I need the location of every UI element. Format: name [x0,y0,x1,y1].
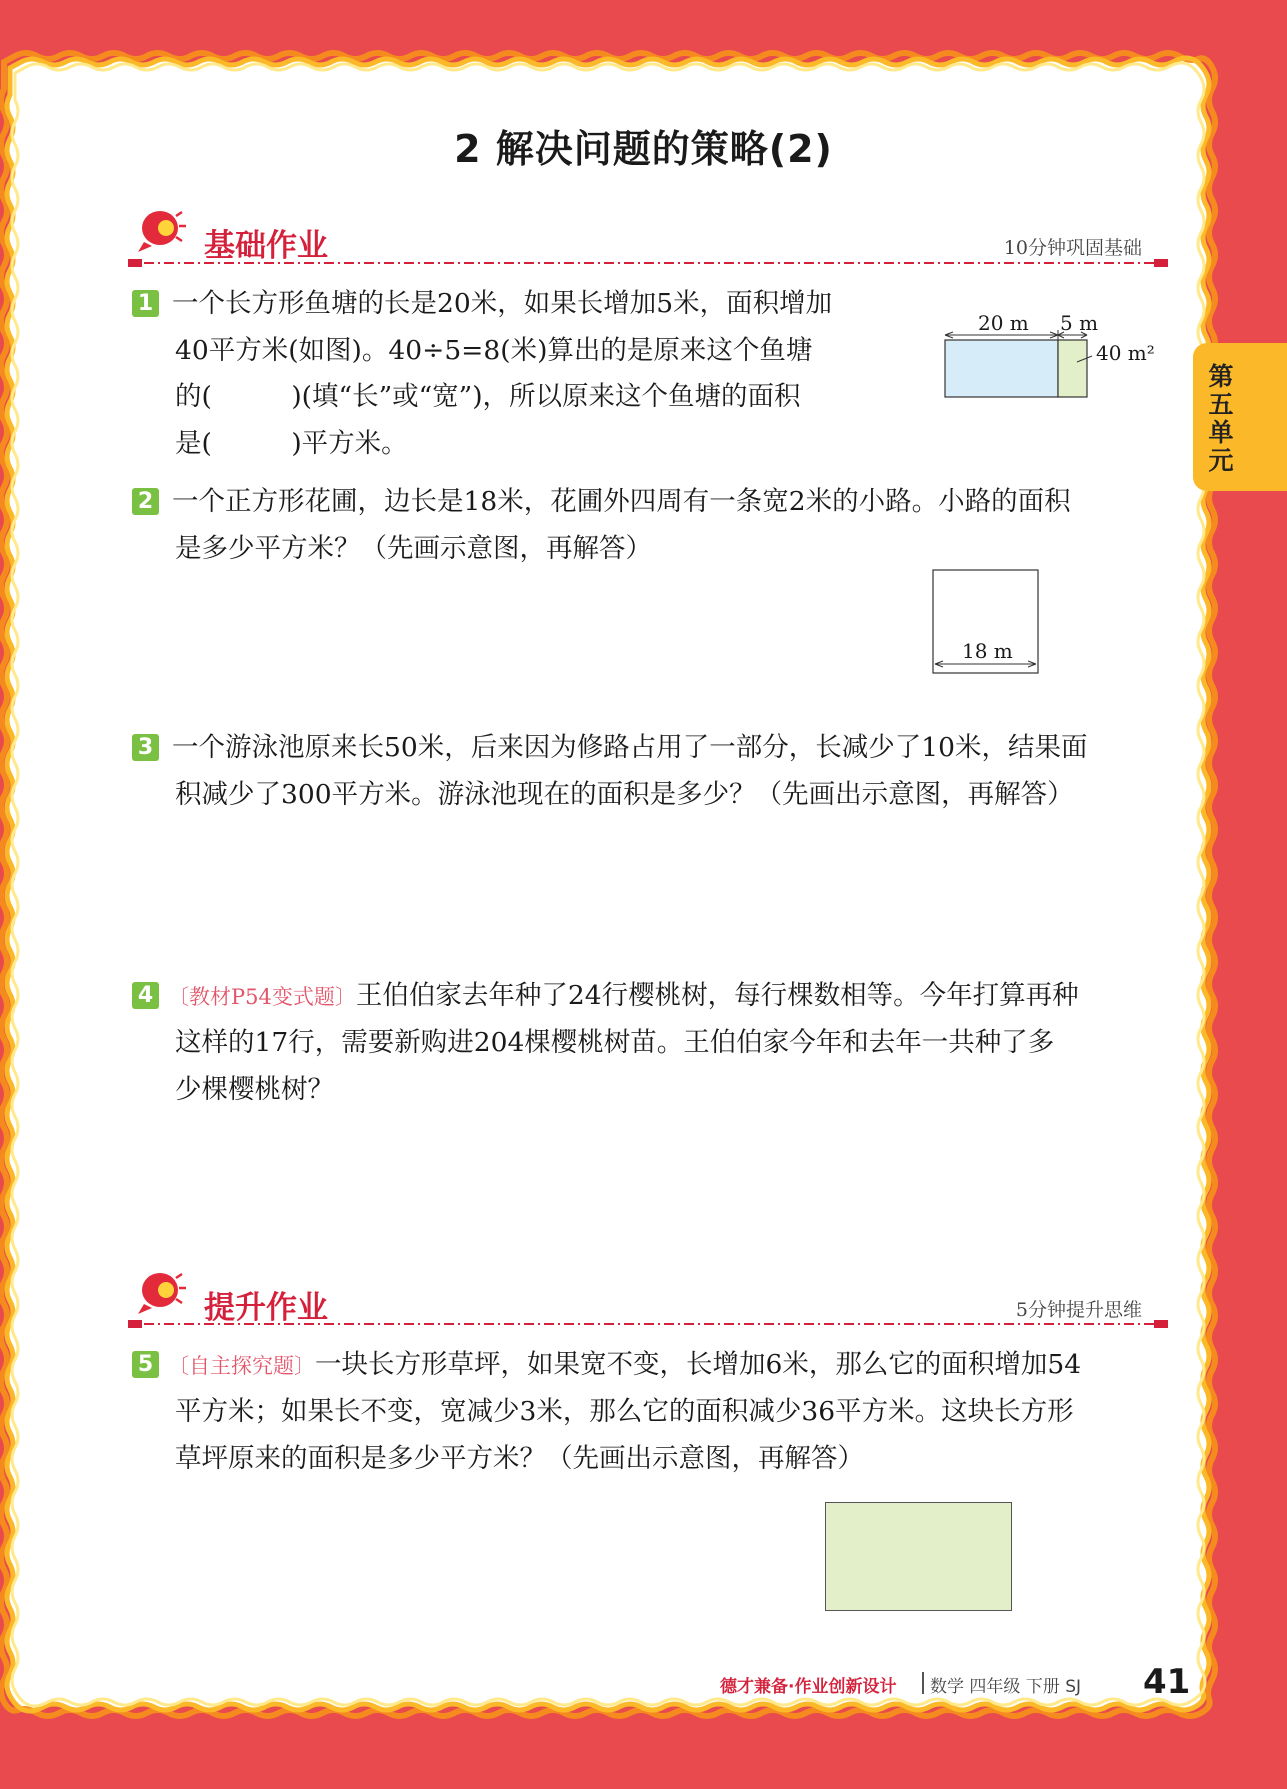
question-text-line: 这样的17行，需要新购进204棵樱桃树苗。王伯伯家今年和去年一共种了多 [175,1027,1055,1058]
question-text-line: 积减少了300平方米。游泳池现在的面积是多少？（先画出示意图，再解答） [175,779,1074,810]
section-basic-title: 基础作业 [204,228,328,264]
pond-figure [930,304,1160,404]
lightbulb-icon [130,206,188,258]
footer-separator [922,1672,924,1694]
question-text-line: 是( )平方米。 [175,428,408,459]
question-number: 3 [132,734,159,761]
question-text: 一块长方形草坪，如果宽不变，长增加6米，那么它的面积增加54 [315,1349,1082,1380]
question-tag: 〔教材P54变式题〕 [168,985,356,1009]
question-text-line: 一个正方形花圃，边长是18米，花圃外四周有一条宽2米的小路。小路的面积 [172,486,1071,517]
section-basic-subtitle: 10分钟巩固基础 [1003,237,1142,259]
question-tag: 〔自主探究题〕 [168,1354,315,1378]
question-text-line: 是多少平方米？（先画示意图，再解答） [175,533,652,564]
flowerbed-figure [930,566,1042,678]
section-advanced-title: 提升作业 [204,1290,328,1326]
question-number: 2 [132,488,159,515]
question-number: 5 [132,1351,159,1378]
question-text-line [168,980,1079,1011]
question-number: 1 [132,290,159,317]
footer-meta: 数学 四年级 下册 SJ [930,1677,1082,1697]
pond-length-label: 20 m [978,311,1029,335]
lightbulb-icon [130,1268,188,1320]
question-text-line: 40平方米(如图)。40÷5=8(米)算出的是原来这个鱼塘 [175,335,813,366]
question-number: 4 [132,982,159,1009]
unit-tab-label: 第五单元 [1208,362,1234,475]
question-text-line: 少棵樱桃树？ [175,1074,334,1105]
footer-brand: 德才兼备·作业创新设计 [720,1677,897,1697]
pond-area-label: 40 m² [1096,341,1155,365]
question-text-line [168,1349,1082,1380]
question-text-line: 草坪原来的面积是多少平方米？（先画出示意图，再解答） [175,1443,864,1474]
page-title: 2 解决问题的策略(2) [454,127,833,171]
question-text-line: 平方米；如果长不变，宽减少3米，那么它的面积减少36平方米。这块长方形 [175,1396,1074,1427]
question-text-line: 的( )(填“长”或“宽”)，所以原来这个鱼塘的面积 [175,381,801,412]
page-number: 41 [1143,1662,1191,1702]
question-text-line: 一个长方形鱼塘的长是20米，如果长增加5米，面积增加 [172,288,833,319]
section-divider [128,1317,1171,1331]
section-advanced-subtitle: 5分钟提升思维 [1015,1299,1142,1321]
question-text-line: 一个游泳池原来长50米，后来因为修路占用了一部分，长减少了10米，结果面 [172,732,1088,763]
lawn-figure [825,1502,1012,1611]
section-divider [128,256,1171,270]
question-text: 王伯伯家去年种了24行樱桃树，每行棵数相等。今年打算再种 [355,980,1079,1011]
pond-increase-label: 5 m [1060,311,1099,335]
flowerbed-side-label: 18 m [962,639,1013,663]
